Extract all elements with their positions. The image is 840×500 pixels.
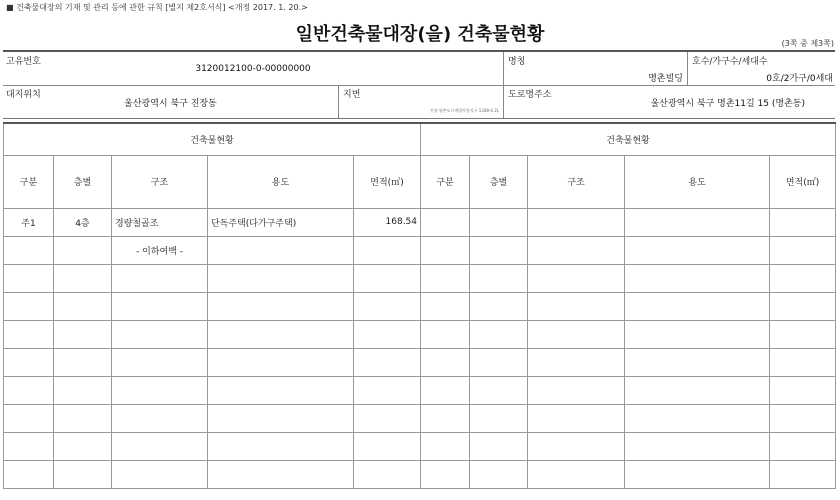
building-status-table xyxy=(3,122,836,489)
empty-cell xyxy=(54,348,112,376)
empty-cell xyxy=(528,348,625,376)
usage-cell xyxy=(208,236,354,264)
empty-cell xyxy=(54,376,112,404)
empty-cell xyxy=(354,292,421,320)
empty-cell xyxy=(421,404,470,432)
empty-cell xyxy=(354,376,421,404)
empty-cell xyxy=(112,376,208,404)
table-row xyxy=(4,404,836,432)
empty-cell xyxy=(112,432,208,460)
name-value: 명촌빌딩 xyxy=(648,74,683,84)
table-row xyxy=(4,264,836,292)
floor-cell xyxy=(54,236,112,264)
empty-cell xyxy=(54,460,112,488)
site-value: 울산광역시 북구 진장동 xyxy=(124,99,217,109)
empty-cell xyxy=(54,432,112,460)
empty-cell xyxy=(112,348,208,376)
lot-value: 진장.명촌도시개발사업지구 1348-4 2L xyxy=(429,108,499,113)
col-header-usage: 용도 xyxy=(208,155,354,208)
empty-cell xyxy=(470,320,528,348)
empty-cell xyxy=(528,236,625,264)
table-row xyxy=(4,208,836,236)
empty-cell xyxy=(470,208,528,236)
empty-cell xyxy=(4,404,54,432)
col-header-division: 구분 xyxy=(4,155,54,208)
empty-cell xyxy=(625,208,770,236)
section-title-left: 건축물현황 xyxy=(4,123,421,155)
empty-cell xyxy=(528,404,625,432)
floor-cell: 4층 xyxy=(54,208,112,236)
col-header-usage: 용도 xyxy=(625,155,770,208)
legal-notice: ■ 건축물대장의 기재 및 관리 등에 관한 규칙 [별지 제2호서식] <개정 2017. 1. 20.> xyxy=(6,3,308,12)
structure-cell: - 이하여백 - xyxy=(112,236,208,264)
empty-cell xyxy=(625,432,770,460)
empty-cell xyxy=(354,460,421,488)
empty-cell xyxy=(354,320,421,348)
empty-cell xyxy=(470,264,528,292)
road-label: 도로명주소 xyxy=(508,90,552,100)
units-label: 호수/가구수/세대수 xyxy=(692,57,768,67)
empty-cell xyxy=(421,348,470,376)
empty-cell xyxy=(770,376,836,404)
site-label: 대지위치 xyxy=(6,90,41,100)
division-cell: 주1 xyxy=(4,208,54,236)
col-header-division: 구분 xyxy=(421,155,470,208)
empty-cell xyxy=(528,376,625,404)
table-row xyxy=(4,460,836,488)
id-value: 3120012100-0-00000000 xyxy=(195,64,311,74)
col-header-floor: 층별 xyxy=(54,155,112,208)
empty-cell xyxy=(770,432,836,460)
empty-cell xyxy=(421,208,470,236)
empty-cell xyxy=(421,460,470,488)
empty-cell xyxy=(528,460,625,488)
empty-cell xyxy=(421,236,470,264)
empty-cell xyxy=(421,292,470,320)
empty-cell xyxy=(770,292,836,320)
usage-cell: 단독주택(다가구주택) xyxy=(208,208,354,236)
section-title-right: 건축물현황 xyxy=(421,123,836,155)
empty-cell xyxy=(4,292,54,320)
id-label: 고유번호 xyxy=(6,57,41,67)
empty-cell xyxy=(112,292,208,320)
lot-label: 지번 xyxy=(343,90,361,100)
empty-cell xyxy=(470,432,528,460)
empty-cell xyxy=(528,208,625,236)
empty-cell xyxy=(625,348,770,376)
table-row xyxy=(4,348,836,376)
empty-cell xyxy=(528,432,625,460)
area-cell xyxy=(354,236,421,264)
empty-cell xyxy=(421,264,470,292)
empty-cell xyxy=(421,376,470,404)
empty-cell xyxy=(528,292,625,320)
empty-cell xyxy=(4,320,54,348)
empty-cell xyxy=(54,320,112,348)
empty-cell xyxy=(625,376,770,404)
empty-cell xyxy=(470,348,528,376)
name-label: 명칭 xyxy=(508,57,526,67)
empty-cell xyxy=(770,320,836,348)
empty-cell xyxy=(770,208,836,236)
empty-cell xyxy=(625,236,770,264)
empty-cell xyxy=(470,376,528,404)
empty-cell xyxy=(4,376,54,404)
empty-cell xyxy=(770,460,836,488)
table-row xyxy=(4,236,836,264)
empty-cell xyxy=(208,264,354,292)
empty-cell xyxy=(4,264,54,292)
table-row xyxy=(4,376,836,404)
empty-cell xyxy=(208,376,354,404)
empty-cell xyxy=(354,264,421,292)
empty-cell xyxy=(54,404,112,432)
col-header-area: 면적(㎡) xyxy=(354,155,421,208)
empty-cell xyxy=(470,404,528,432)
empty-cell xyxy=(625,320,770,348)
table-row xyxy=(4,292,836,320)
units-value: 0호/2가구/0세대 xyxy=(766,74,833,84)
empty-cell xyxy=(208,292,354,320)
empty-cell xyxy=(528,264,625,292)
empty-cell xyxy=(625,264,770,292)
empty-cell xyxy=(4,432,54,460)
empty-cell xyxy=(528,320,625,348)
empty-cell xyxy=(112,460,208,488)
empty-cell xyxy=(421,432,470,460)
empty-cell xyxy=(54,264,112,292)
empty-cell xyxy=(625,292,770,320)
empty-cell xyxy=(470,236,528,264)
empty-cell xyxy=(354,404,421,432)
table-row xyxy=(4,432,836,460)
col-header-structure: 구조 xyxy=(112,155,208,208)
road-value: 울산광역시 북구 명촌11길 15 (명촌동) xyxy=(650,99,805,109)
empty-cell xyxy=(112,264,208,292)
empty-cell xyxy=(770,264,836,292)
empty-cell xyxy=(421,320,470,348)
structure-cell: 경량철골조 xyxy=(112,208,208,236)
col-header-structure: 구조 xyxy=(528,155,625,208)
empty-cell xyxy=(625,404,770,432)
empty-cell xyxy=(4,460,54,488)
empty-cell xyxy=(4,348,54,376)
page-info: (3쪽 중 제3쪽) xyxy=(781,39,834,48)
empty-cell xyxy=(354,348,421,376)
col-header-floor: 층별 xyxy=(470,155,528,208)
empty-cell xyxy=(470,292,528,320)
document-header xyxy=(3,50,835,119)
empty-cell xyxy=(208,348,354,376)
empty-cell xyxy=(54,292,112,320)
empty-cell xyxy=(770,236,836,264)
empty-cell xyxy=(208,460,354,488)
empty-cell xyxy=(470,460,528,488)
empty-cell xyxy=(770,404,836,432)
col-header-area: 면적(㎡) xyxy=(770,155,836,208)
empty-cell xyxy=(625,460,770,488)
empty-cell xyxy=(770,348,836,376)
empty-cell xyxy=(112,320,208,348)
empty-cell xyxy=(208,404,354,432)
table-row xyxy=(4,320,836,348)
empty-cell xyxy=(208,432,354,460)
area-cell: 168.54 xyxy=(354,208,421,236)
page-title: 일반건축물대장(을) 건축물현황 xyxy=(295,24,545,45)
empty-cell xyxy=(208,320,354,348)
empty-cell xyxy=(354,432,421,460)
empty-cell xyxy=(112,404,208,432)
division-cell xyxy=(4,236,54,264)
